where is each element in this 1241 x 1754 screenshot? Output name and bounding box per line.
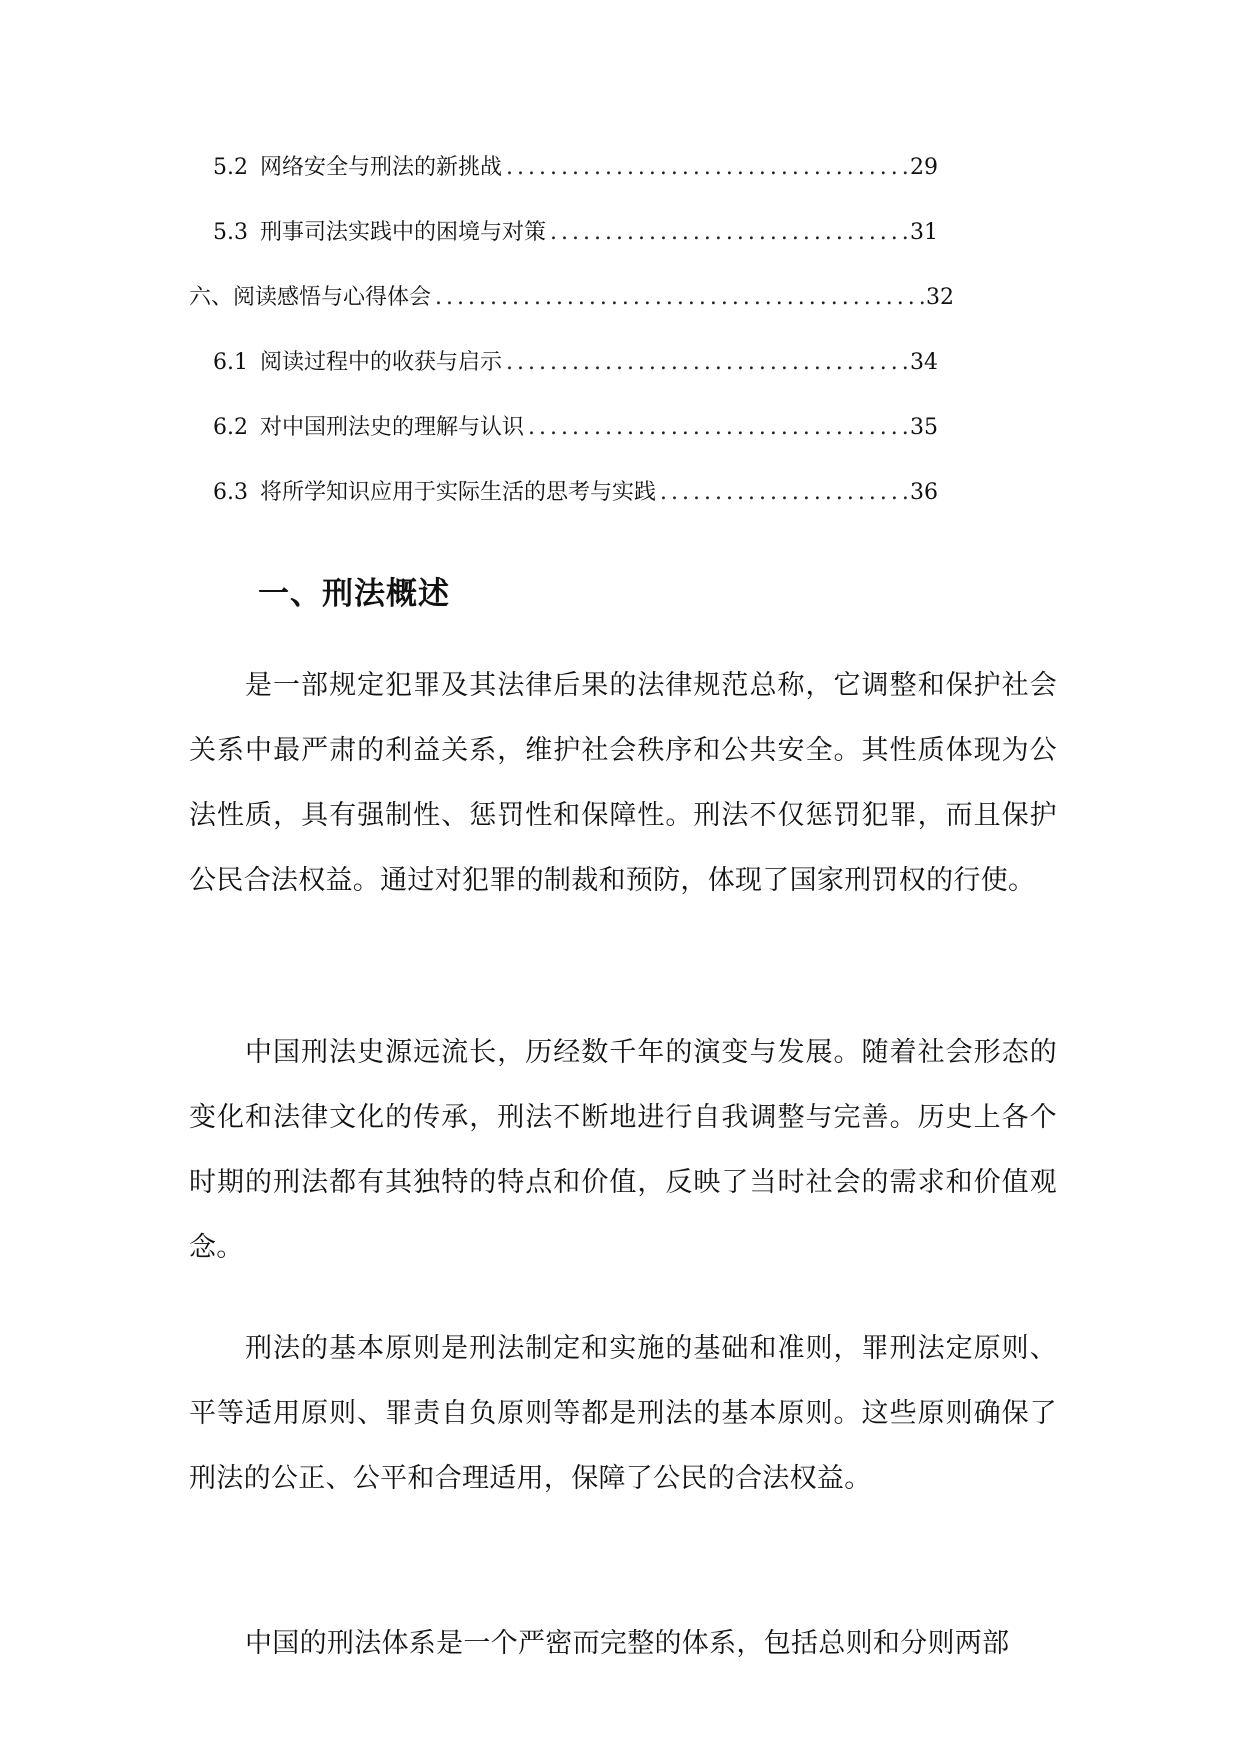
body-paragraph: 是一部规定犯罪及其法律后果的法律规范总称，它调整和保护社会关系中最严肃的利益关系，维护社会秩序和公共安全。其性质体现为公法性质，具有强制性、惩罚性和保障性。刑法不仅惩罚犯罪，而且保护公民合法权益。通过对犯罪的制裁和预防，体现了国家刑罚权的行使。 bbox=[189, 670, 1057, 896]
toc-entry-number: 6.1 bbox=[213, 350, 248, 375]
toc-entry-5-3[interactable] bbox=[213, 213, 938, 253]
toc-entry-title: 阅读过程中的收获与启示 bbox=[260, 350, 503, 375]
toc-dot-leader bbox=[502, 148, 908, 188]
toc-entry-number: 6.3 bbox=[213, 480, 248, 505]
section-heading: 一、刑法概述 bbox=[258, 576, 450, 612]
toc-entry-page: 34 bbox=[910, 350, 938, 375]
toc-entry-title: 刑事司法实践中的困境与对策 bbox=[260, 220, 547, 245]
toc-dot-leader bbox=[656, 473, 908, 513]
toc-entry-title: 对中国刑法史的理解与认识 bbox=[260, 415, 525, 440]
toc-entry-page: 31 bbox=[910, 220, 938, 245]
toc-entry-chapter-6[interactable] bbox=[189, 278, 954, 318]
toc-entry-6-1[interactable] bbox=[213, 343, 938, 383]
toc-entry-title: 将所学知识应用于实际生活的思考与实践 bbox=[260, 480, 657, 505]
toc-entry-page: 36 bbox=[910, 480, 938, 505]
toc-entry-title: 六、阅读感悟与心得体会 bbox=[189, 285, 432, 310]
toc-entry-number: 5.3 bbox=[213, 220, 248, 245]
toc-dot-leader bbox=[546, 213, 908, 253]
body-paragraph: 刑法的基本原则是刑法制定和实施的基础和准则，罪刑法定原则、平等适用原则、罪责自负原则等都是刑法的基本原则。这些原则确保了刑法的公正、公平和合理适用，保障了公民的合法权益。 bbox=[189, 1333, 1057, 1494]
body-paragraph: 中国的刑法体系是一个严密而完整的体系，包括总则和分则两部 bbox=[245, 1628, 1010, 1659]
toc-entry-5-2[interactable] bbox=[213, 148, 938, 188]
toc-entry-page: 32 bbox=[926, 285, 954, 310]
toc-entry-title: 网络安全与刑法的新挑战 bbox=[260, 155, 503, 180]
toc-entry-number: 5.2 bbox=[213, 155, 248, 180]
toc-dot-leader bbox=[524, 408, 908, 448]
toc-dot-leader bbox=[502, 343, 908, 383]
toc-entry-6-3[interactable] bbox=[213, 473, 938, 513]
toc-dot-leader bbox=[431, 278, 924, 318]
toc-entry-page: 29 bbox=[910, 155, 938, 180]
toc-entry-page: 35 bbox=[910, 415, 938, 440]
toc-entry-6-2[interactable] bbox=[213, 408, 938, 448]
toc-entry-number: 6.2 bbox=[213, 415, 248, 440]
body-paragraph: 中国刑法史源远流长，历经数千年的演变与发展。随着社会形态的变化和法律文化的传承，刑法不断地进行自我调整与完善。历史上各个时期的刑法都有其独特的特点和价值，反映了当时社会的需求和价值观念。 bbox=[189, 1037, 1057, 1263]
